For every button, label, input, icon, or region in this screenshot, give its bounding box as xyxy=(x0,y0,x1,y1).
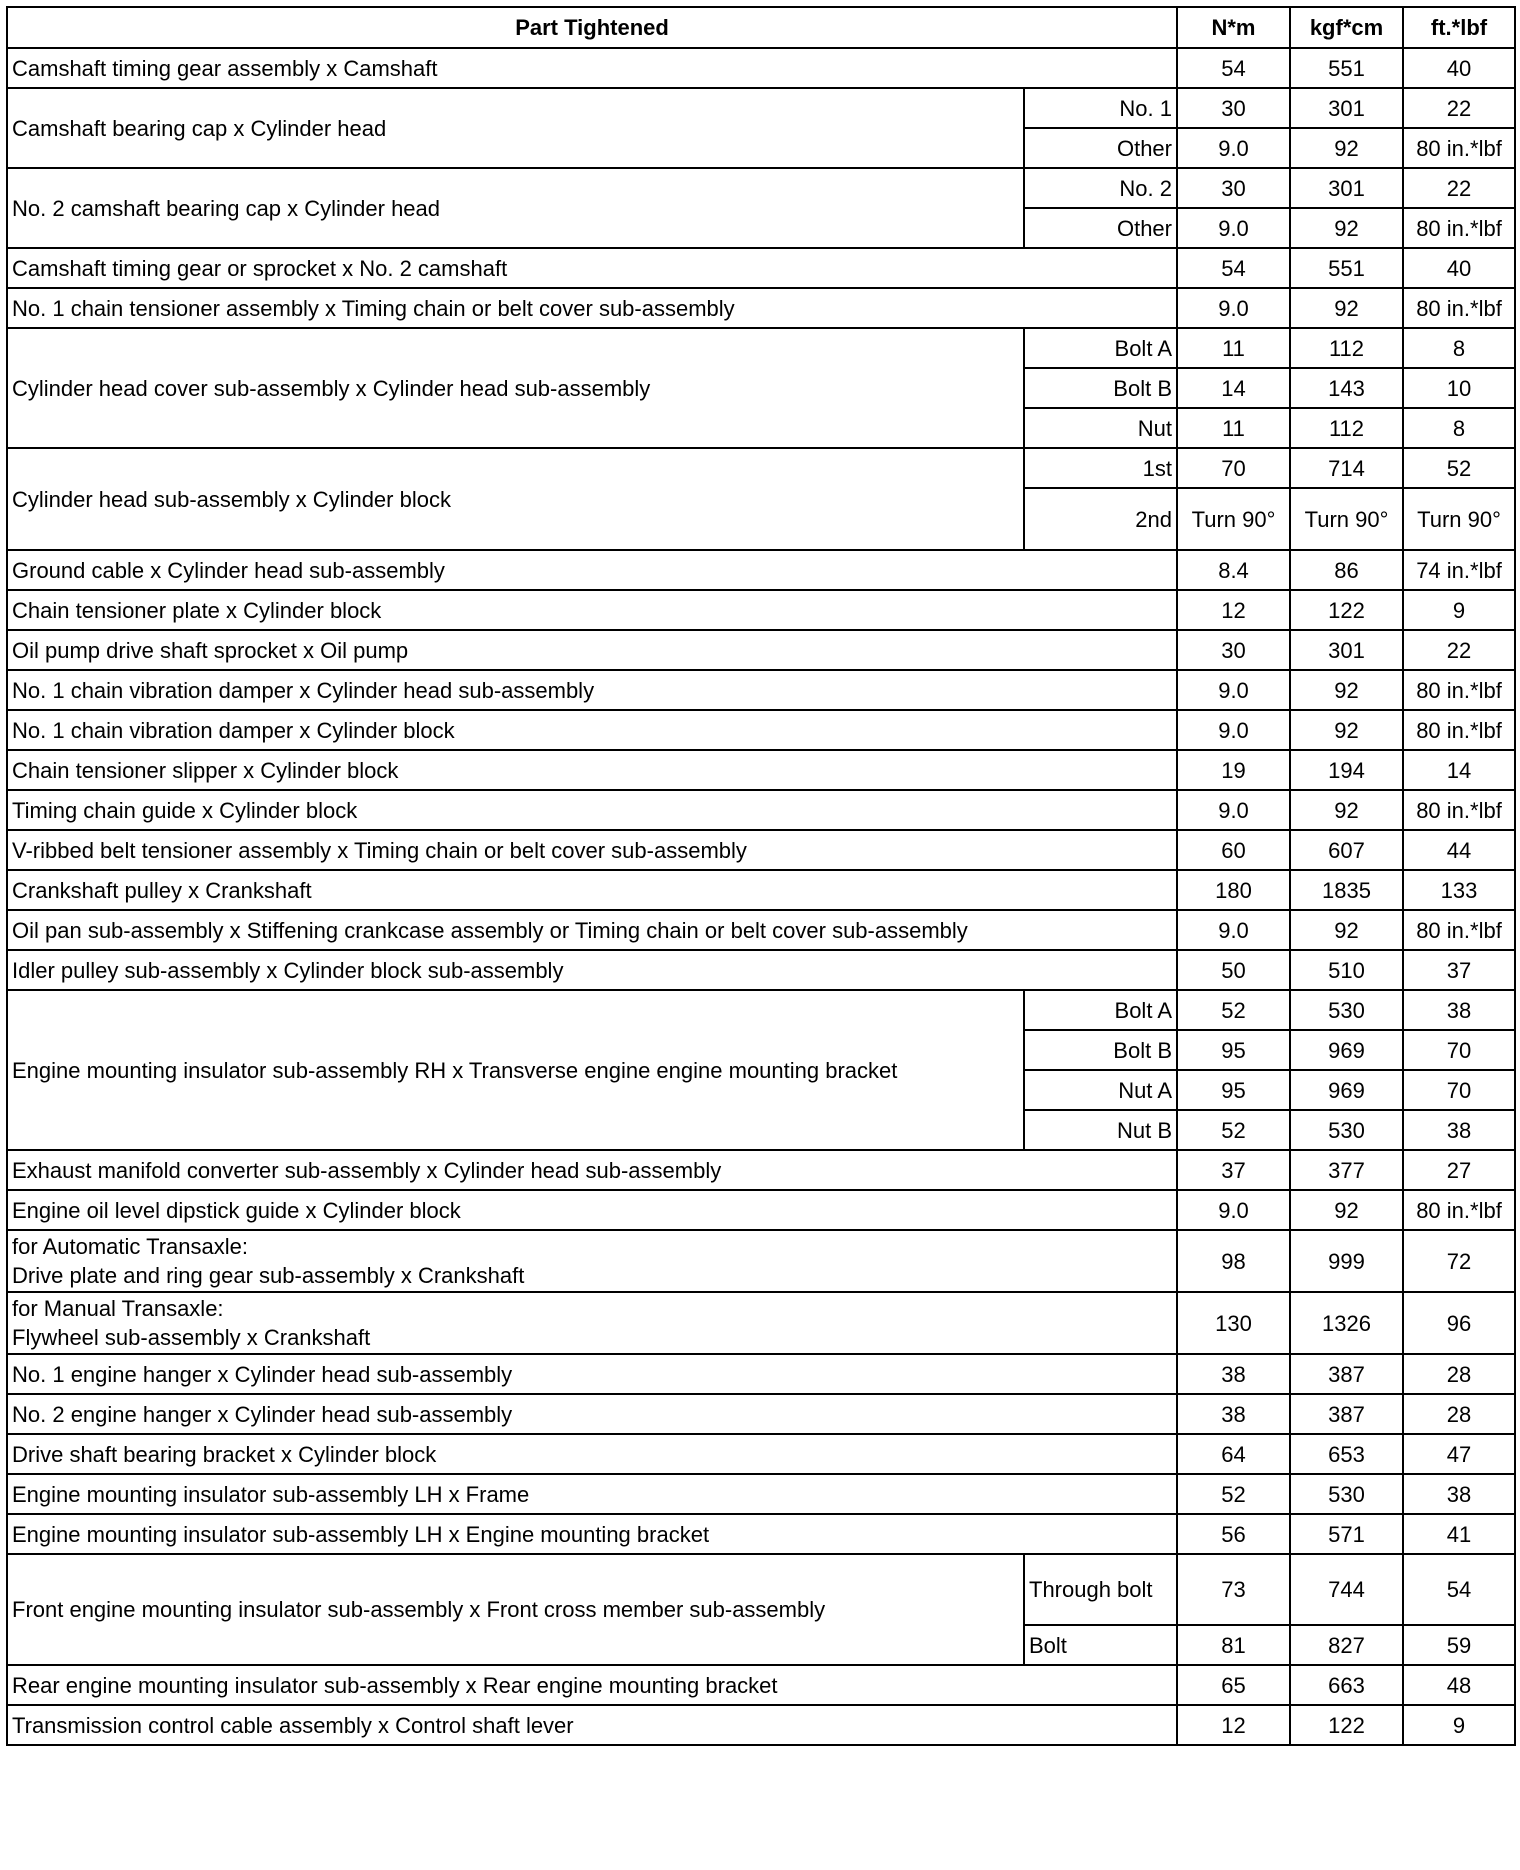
part-name-cell: No. 1 engine hanger x Cylinder head sub-assembly xyxy=(7,1354,1177,1394)
fastener-cell: Bolt B xyxy=(1024,1030,1177,1070)
kgf-cm-value-cell: 551 xyxy=(1290,48,1403,88)
fastener-cell: Other xyxy=(1024,128,1177,168)
kgf-cm-value-cell: 92 xyxy=(1290,790,1403,830)
kgf-cm-value-cell: 530 xyxy=(1290,990,1403,1030)
kgf-cm-value-cell: 92 xyxy=(1290,1190,1403,1230)
nm-value-cell: 12 xyxy=(1177,1705,1290,1745)
fastener-cell: Nut B xyxy=(1024,1110,1177,1150)
nm-value-cell: 9.0 xyxy=(1177,790,1290,830)
kgf-cm-value-cell: 714 xyxy=(1290,448,1403,488)
ft-lbf-value-cell: 38 xyxy=(1403,990,1515,1030)
kgf-cm-value-cell: 969 xyxy=(1290,1070,1403,1110)
kgf-cm-value-cell: 92 xyxy=(1290,910,1403,950)
table-row xyxy=(7,1150,1515,1190)
ft-lbf-value-cell: 72 xyxy=(1403,1230,1515,1292)
ft-lbf-value-cell: 96 xyxy=(1403,1292,1515,1354)
fastener-cell: No. 2 xyxy=(1024,168,1177,208)
table-row xyxy=(7,590,1515,630)
nm-value-cell: 9.0 xyxy=(1177,910,1290,950)
ft-lbf-value-cell: 70 xyxy=(1403,1030,1515,1070)
table-row xyxy=(7,88,1515,128)
kgf-cm-value-cell: 387 xyxy=(1290,1354,1403,1394)
table-row xyxy=(7,830,1515,870)
part-name-cell: Crankshaft pulley x Crankshaft xyxy=(7,870,1177,910)
nm-value-cell: 52 xyxy=(1177,1474,1290,1514)
table-row xyxy=(7,950,1515,990)
ft-lbf-value-cell: 70 xyxy=(1403,1070,1515,1110)
ft-lbf-value-cell: 28 xyxy=(1403,1354,1515,1394)
part-name-cell: Camshaft timing gear assembly x Camshaft xyxy=(7,48,1177,88)
nm-value-cell: 30 xyxy=(1177,168,1290,208)
table-row xyxy=(7,1554,1515,1625)
part-name-cell: Chain tensioner plate x Cylinder block xyxy=(7,590,1177,630)
kgf-cm-value-cell: 663 xyxy=(1290,1665,1403,1705)
kgf-cm-value-cell: 653 xyxy=(1290,1434,1403,1474)
kgf-cm-value-cell: 827 xyxy=(1290,1625,1403,1665)
table-row xyxy=(7,750,1515,790)
ft-lbf-value-cell: 40 xyxy=(1403,248,1515,288)
kgf-cm-value-cell: 92 xyxy=(1290,670,1403,710)
header-kgf-cm: kgf*cm xyxy=(1290,7,1403,48)
ft-lbf-value-cell: 9 xyxy=(1403,1705,1515,1745)
part-name-cell: Camshaft bearing cap x Cylinder head xyxy=(7,88,1024,168)
kgf-cm-value-cell: 607 xyxy=(1290,830,1403,870)
nm-value-cell: 8.4 xyxy=(1177,550,1290,590)
ft-lbf-value-cell: 74 in.*lbf xyxy=(1403,550,1515,590)
fastener-cell: 1st xyxy=(1024,448,1177,488)
nm-value-cell: 37 xyxy=(1177,1150,1290,1190)
kgf-cm-value-cell: 143 xyxy=(1290,368,1403,408)
nm-value-cell: 30 xyxy=(1177,630,1290,670)
fastener-cell: Other xyxy=(1024,208,1177,248)
table-row xyxy=(7,1190,1515,1230)
part-name-cell: Engine mounting insulator sub-assembly RH x Transverse engine engine mounting bracket xyxy=(7,990,1024,1150)
ft-lbf-value-cell: 59 xyxy=(1403,1625,1515,1665)
header-ft-lbf: ft.*lbf xyxy=(1403,7,1515,48)
table-row xyxy=(7,710,1515,750)
kgf-cm-value-cell: 377 xyxy=(1290,1150,1403,1190)
kgf-cm-value-cell: 112 xyxy=(1290,408,1403,448)
nm-value-cell: Turn 90° xyxy=(1177,488,1290,550)
ft-lbf-value-cell: 80 in.*lbf xyxy=(1403,1190,1515,1230)
nm-value-cell: 12 xyxy=(1177,590,1290,630)
part-name-cell: Exhaust manifold converter sub-assembly x Cylinder head sub-assembly xyxy=(7,1150,1177,1190)
table-row xyxy=(7,1474,1515,1514)
nm-value-cell: 60 xyxy=(1177,830,1290,870)
kgf-cm-value-cell: 387 xyxy=(1290,1394,1403,1434)
part-name-cell: Oil pan sub-assembly x Stiffening crankcase assembly or Timing chain or belt cover sub-assembly xyxy=(7,910,1177,950)
kgf-cm-value-cell: 530 xyxy=(1290,1474,1403,1514)
table-row xyxy=(7,1292,1515,1354)
nm-value-cell: 50 xyxy=(1177,950,1290,990)
kgf-cm-value-cell: 194 xyxy=(1290,750,1403,790)
header-part-tightened: Part Tightened xyxy=(7,7,1177,48)
kgf-cm-value-cell: 510 xyxy=(1290,950,1403,990)
header-row xyxy=(7,7,1515,48)
ft-lbf-value-cell: 54 xyxy=(1403,1554,1515,1625)
nm-value-cell: 56 xyxy=(1177,1514,1290,1554)
nm-value-cell: 38 xyxy=(1177,1354,1290,1394)
part-name-cell: Timing chain guide x Cylinder block xyxy=(7,790,1177,830)
table-row xyxy=(7,790,1515,830)
ft-lbf-value-cell: 52 xyxy=(1403,448,1515,488)
nm-value-cell: 54 xyxy=(1177,48,1290,88)
table-row xyxy=(7,630,1515,670)
nm-value-cell: 180 xyxy=(1177,870,1290,910)
ft-lbf-value-cell: 27 xyxy=(1403,1150,1515,1190)
fastener-cell: 2nd xyxy=(1024,488,1177,550)
nm-value-cell: 9.0 xyxy=(1177,670,1290,710)
fastener-cell: Nut A xyxy=(1024,1070,1177,1110)
ft-lbf-value-cell: 10 xyxy=(1403,368,1515,408)
nm-value-cell: 9.0 xyxy=(1177,710,1290,750)
ft-lbf-value-cell: 8 xyxy=(1403,328,1515,368)
ft-lbf-value-cell: 8 xyxy=(1403,408,1515,448)
part-name-cell: No. 1 chain vibration damper x Cylinder block xyxy=(7,710,1177,750)
part-name-cell: Oil pump drive shaft sprocket x Oil pump xyxy=(7,630,1177,670)
part-name-cell: No. 2 camshaft bearing cap x Cylinder head xyxy=(7,168,1024,248)
part-name-cell: Ground cable x Cylinder head sub-assembly xyxy=(7,550,1177,590)
ft-lbf-value-cell: 80 in.*lbf xyxy=(1403,670,1515,710)
part-name-cell: Chain tensioner slipper x Cylinder block xyxy=(7,750,1177,790)
nm-value-cell: 9.0 xyxy=(1177,128,1290,168)
ft-lbf-value-cell: 80 in.*lbf xyxy=(1403,910,1515,950)
kgf-cm-value-cell: 530 xyxy=(1290,1110,1403,1150)
table-row xyxy=(7,990,1515,1030)
part-name-cell: No. 1 chain tensioner assembly x Timing chain or belt cover sub-assembly xyxy=(7,288,1177,328)
nm-value-cell: 95 xyxy=(1177,1030,1290,1070)
kgf-cm-value-cell: 92 xyxy=(1290,208,1403,248)
kgf-cm-value-cell: 744 xyxy=(1290,1554,1403,1625)
part-name-cell: Drive shaft bearing bracket x Cylinder block xyxy=(7,1434,1177,1474)
kgf-cm-value-cell: Turn 90° xyxy=(1290,488,1403,550)
nm-value-cell: 9.0 xyxy=(1177,288,1290,328)
ft-lbf-value-cell: 38 xyxy=(1403,1110,1515,1150)
fastener-cell: Bolt xyxy=(1024,1625,1177,1665)
ft-lbf-value-cell: 80 in.*lbf xyxy=(1403,128,1515,168)
table-row xyxy=(7,870,1515,910)
part-name-cell: No. 2 engine hanger x Cylinder head sub-assembly xyxy=(7,1394,1177,1434)
nm-value-cell: 30 xyxy=(1177,88,1290,128)
torque-specification-table xyxy=(6,6,1516,1746)
fastener-cell: Bolt A xyxy=(1024,328,1177,368)
ft-lbf-value-cell: 9 xyxy=(1403,590,1515,630)
table-row xyxy=(7,1434,1515,1474)
table-row xyxy=(7,1705,1515,1745)
nm-value-cell: 9.0 xyxy=(1177,1190,1290,1230)
table-row xyxy=(7,670,1515,710)
ft-lbf-value-cell: Turn 90° xyxy=(1403,488,1515,550)
nm-value-cell: 38 xyxy=(1177,1394,1290,1434)
part-name-cell: No. 1 chain vibration damper x Cylinder head sub-assembly xyxy=(7,670,1177,710)
part-name-cell: Transmission control cable assembly x Control shaft lever xyxy=(7,1705,1177,1745)
nm-value-cell: 64 xyxy=(1177,1434,1290,1474)
fastener-cell: Through bolt xyxy=(1024,1554,1177,1625)
part-name-cell: Rear engine mounting insulator sub-assembly x Rear engine mounting bracket xyxy=(7,1665,1177,1705)
part-name-cell: Cylinder head cover sub-assembly x Cylinder head sub-assembly xyxy=(7,328,1024,448)
kgf-cm-value-cell: 1326 xyxy=(1290,1292,1403,1354)
part-name-cell: for Manual Transaxle: Flywheel sub-assembly x Crankshaft xyxy=(7,1292,1177,1354)
table-row xyxy=(7,1230,1515,1292)
table-row xyxy=(7,1514,1515,1554)
ft-lbf-value-cell: 40 xyxy=(1403,48,1515,88)
nm-value-cell: 70 xyxy=(1177,448,1290,488)
ft-lbf-value-cell: 47 xyxy=(1403,1434,1515,1474)
kgf-cm-value-cell: 122 xyxy=(1290,590,1403,630)
nm-value-cell: 81 xyxy=(1177,1625,1290,1665)
nm-value-cell: 14 xyxy=(1177,368,1290,408)
nm-value-cell: 54 xyxy=(1177,248,1290,288)
kgf-cm-value-cell: 112 xyxy=(1290,328,1403,368)
nm-value-cell: 98 xyxy=(1177,1230,1290,1292)
ft-lbf-value-cell: 37 xyxy=(1403,950,1515,990)
nm-value-cell: 73 xyxy=(1177,1554,1290,1625)
table-row xyxy=(7,1354,1515,1394)
nm-value-cell: 52 xyxy=(1177,990,1290,1030)
ft-lbf-value-cell: 80 in.*lbf xyxy=(1403,208,1515,248)
table-row xyxy=(7,288,1515,328)
kgf-cm-value-cell: 301 xyxy=(1290,630,1403,670)
kgf-cm-value-cell: 571 xyxy=(1290,1514,1403,1554)
table-row xyxy=(7,168,1515,208)
ft-lbf-value-cell: 44 xyxy=(1403,830,1515,870)
part-name-cell: Cylinder head sub-assembly x Cylinder block xyxy=(7,448,1024,550)
nm-value-cell: 95 xyxy=(1177,1070,1290,1110)
ft-lbf-value-cell: 41 xyxy=(1403,1514,1515,1554)
part-name-cell: for Automatic Transaxle: Drive plate and ring gear sub-assembly x Crankshaft xyxy=(7,1230,1177,1292)
fastener-cell: No. 1 xyxy=(1024,88,1177,128)
ft-lbf-value-cell: 80 in.*lbf xyxy=(1403,288,1515,328)
fastener-cell: Bolt B xyxy=(1024,368,1177,408)
table-row xyxy=(7,328,1515,368)
table-body xyxy=(7,48,1515,1745)
fastener-cell: Bolt A xyxy=(1024,990,1177,1030)
kgf-cm-value-cell: 92 xyxy=(1290,128,1403,168)
ft-lbf-value-cell: 22 xyxy=(1403,88,1515,128)
table-row xyxy=(7,550,1515,590)
ft-lbf-value-cell: 48 xyxy=(1403,1665,1515,1705)
nm-value-cell: 11 xyxy=(1177,408,1290,448)
ft-lbf-value-cell: 133 xyxy=(1403,870,1515,910)
part-name-cell: V-ribbed belt tensioner assembly x Timing chain or belt cover sub-assembly xyxy=(7,830,1177,870)
kgf-cm-value-cell: 551 xyxy=(1290,248,1403,288)
ft-lbf-value-cell: 28 xyxy=(1403,1394,1515,1434)
nm-value-cell: 52 xyxy=(1177,1110,1290,1150)
ft-lbf-value-cell: 22 xyxy=(1403,168,1515,208)
kgf-cm-value-cell: 301 xyxy=(1290,88,1403,128)
ft-lbf-value-cell: 80 in.*lbf xyxy=(1403,710,1515,750)
table-row xyxy=(7,1665,1515,1705)
kgf-cm-value-cell: 969 xyxy=(1290,1030,1403,1070)
ft-lbf-value-cell: 38 xyxy=(1403,1474,1515,1514)
kgf-cm-value-cell: 1835 xyxy=(1290,870,1403,910)
ft-lbf-value-cell: 14 xyxy=(1403,750,1515,790)
part-name-cell: Engine oil level dipstick guide x Cylinder block xyxy=(7,1190,1177,1230)
kgf-cm-value-cell: 92 xyxy=(1290,710,1403,750)
table-row xyxy=(7,910,1515,950)
table-row xyxy=(7,1394,1515,1434)
kgf-cm-value-cell: 92 xyxy=(1290,288,1403,328)
header-nm: N*m xyxy=(1177,7,1290,48)
nm-value-cell: 19 xyxy=(1177,750,1290,790)
table-row xyxy=(7,448,1515,488)
part-name-cell: Engine mounting insulator sub-assembly LH x Engine mounting bracket xyxy=(7,1514,1177,1554)
ft-lbf-value-cell: 22 xyxy=(1403,630,1515,670)
ft-lbf-value-cell: 80 in.*lbf xyxy=(1403,790,1515,830)
nm-value-cell: 9.0 xyxy=(1177,208,1290,248)
nm-value-cell: 130 xyxy=(1177,1292,1290,1354)
part-name-cell: Front engine mounting insulator sub-assembly x Front cross member sub-assembly xyxy=(7,1554,1024,1665)
nm-value-cell: 65 xyxy=(1177,1665,1290,1705)
part-name-cell: Engine mounting insulator sub-assembly LH x Frame xyxy=(7,1474,1177,1514)
table-row xyxy=(7,48,1515,88)
part-name-cell: Idler pulley sub-assembly x Cylinder block sub-assembly xyxy=(7,950,1177,990)
kgf-cm-value-cell: 999 xyxy=(1290,1230,1403,1292)
kgf-cm-value-cell: 86 xyxy=(1290,550,1403,590)
kgf-cm-value-cell: 301 xyxy=(1290,168,1403,208)
table-row xyxy=(7,248,1515,288)
part-name-cell: Camshaft timing gear or sprocket x No. 2 camshaft xyxy=(7,248,1177,288)
nm-value-cell: 11 xyxy=(1177,328,1290,368)
fastener-cell: Nut xyxy=(1024,408,1177,448)
kgf-cm-value-cell: 122 xyxy=(1290,1705,1403,1745)
